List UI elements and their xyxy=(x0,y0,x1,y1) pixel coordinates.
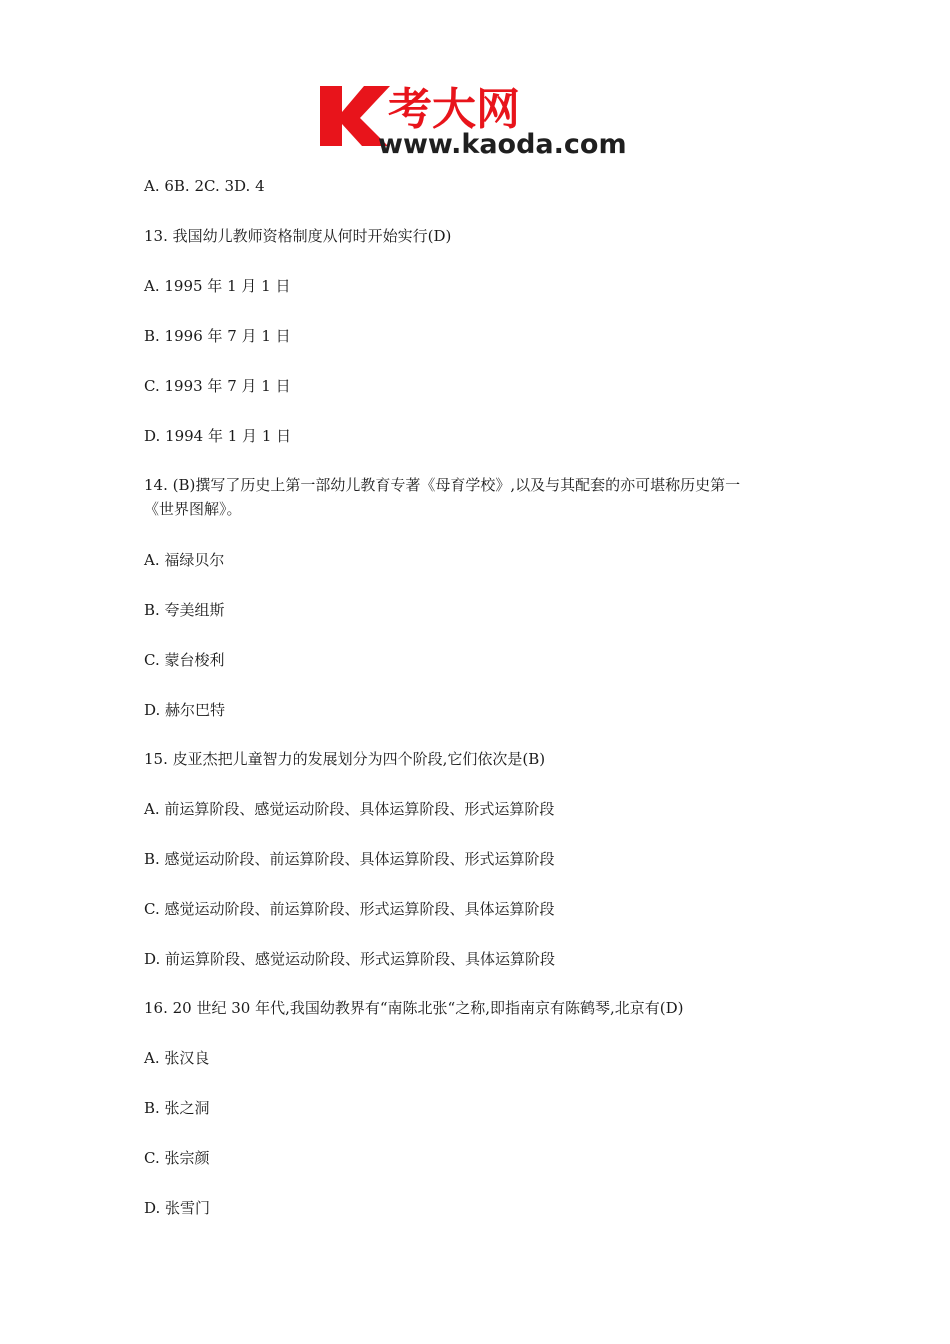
q15-option-b: B. 感觉运动阶段、前运算阶段、具体运算阶段、形式运算阶段 xyxy=(144,850,555,868)
q15-option-a: A. 前运算阶段、感觉运动阶段、具体运算阶段、形式运算阶段 xyxy=(144,800,555,818)
q15-option-c: C. 感觉运动阶段、前运算阶段、形式运算阶段、具体运算阶段 xyxy=(144,900,555,918)
q13-option-a: A. 1995 年 1 月 1 日 xyxy=(144,277,291,295)
q16-option-c: C. 张宗颜 xyxy=(144,1149,210,1167)
q13-option-d: D. 1994 年 1 月 1 日 xyxy=(144,427,292,445)
q13-option-b: B. 1996 年 7 月 1 日 xyxy=(144,327,291,345)
q13-question: 13. 我国幼儿教师资格制度从何时开始实行(D) xyxy=(144,227,452,245)
q14-option-d: D. 赫尔巴特 xyxy=(144,701,226,719)
q14-question-cont: 《世界图解》。 xyxy=(144,500,242,518)
q14-option-a: A. 福绿贝尔 xyxy=(144,551,225,569)
kaoda-k-icon xyxy=(318,82,640,158)
q14-option-b: B. 夸美组斯 xyxy=(144,601,225,619)
q16-question: 16. 20 世纪 30 年代,我国幼教界有“南陈北张“之称,即指南京有陈鹤琴,北京有(D) xyxy=(144,999,684,1017)
kaoda-logo xyxy=(318,82,640,158)
q16-option-d: D. 张雪门 xyxy=(144,1199,211,1217)
q12-options: A. 6B. 2C. 3D. 4 xyxy=(144,177,265,195)
logo-cn-text: 考大网 xyxy=(388,84,520,135)
q15-question: 15. 皮亚杰把儿童智力的发展划分为四个阶段,它们依次是(B) xyxy=(144,750,546,768)
q14-option-c: C. 蒙台梭利 xyxy=(144,651,225,669)
q13-option-c: C. 1993 年 7 月 1 日 xyxy=(144,377,291,395)
q14-question: 14. (B)撰写了历史上第一部幼儿教育专著《母育学校》,以及与其配套的亦可堪称历史第一 xyxy=(144,476,741,494)
q16-option-a: A. 张汉良 xyxy=(144,1049,210,1067)
q15-option-d: D. 前运算阶段、感觉运动阶段、形式运算阶段、具体运算阶段 xyxy=(144,950,556,968)
q16-option-b: B. 张之洞 xyxy=(144,1099,210,1117)
logo-url-text: www.kaoda.com xyxy=(378,129,627,158)
